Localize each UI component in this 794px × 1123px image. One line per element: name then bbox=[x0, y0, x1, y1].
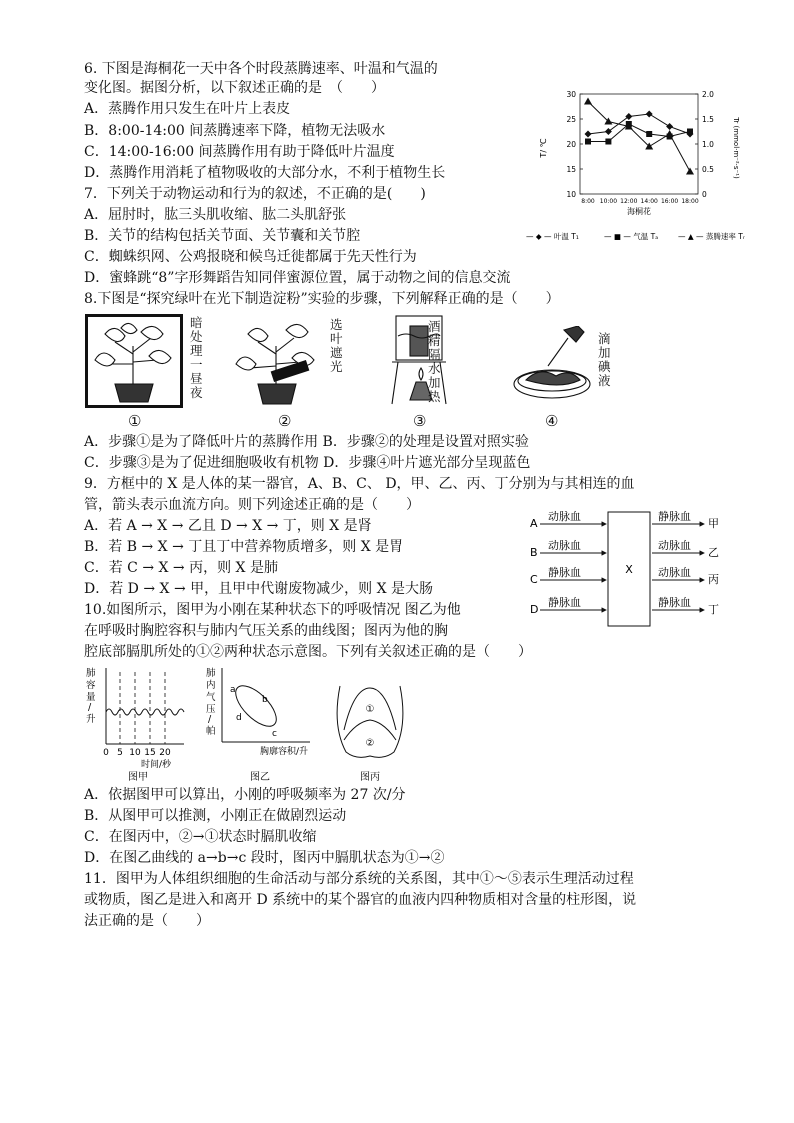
q9-option-c: C．若 C → X → 丙，则 X 是肺 bbox=[84, 560, 278, 576]
ytick-right-label: 0.5 bbox=[702, 165, 714, 174]
series-point-2 bbox=[686, 168, 694, 175]
in-letter-a: A bbox=[530, 517, 538, 530]
q7-option-a: A．屈肘时，肱三头肌收缩、肱二头肌舒张 bbox=[84, 207, 347, 223]
figb-ylabel-3: 压 bbox=[206, 704, 216, 715]
figa-ylabel-2: 量 bbox=[86, 692, 96, 703]
q6-option-d: D．蒸腾作用消耗了植物吸收的大部分水，不利于植物生长 bbox=[84, 165, 446, 181]
figa-xtick-2: 10 bbox=[129, 748, 141, 758]
ytick-right-label: 1.5 bbox=[702, 115, 714, 124]
series-point-1 bbox=[646, 131, 652, 137]
q6-option-b: B．8:00-14:00 间蒸腾速率下降，植物无法吸水 bbox=[84, 123, 386, 139]
figa-xtick-4: 20 bbox=[159, 748, 171, 758]
step1-label: 暗 处 理 一 昼 夜 bbox=[190, 315, 203, 400]
out-letter-ding: 丁 bbox=[708, 603, 719, 616]
series-line-2 bbox=[588, 102, 690, 172]
chart-ylabel-right: Tr (mmol·m⁻²·s⁻¹) bbox=[732, 117, 740, 179]
in-vessel-d: 静脉血 bbox=[548, 596, 581, 609]
step1-dark-plant-figure bbox=[85, 314, 183, 408]
chart-ylabel-left: T/ ℃ bbox=[539, 138, 548, 158]
out-vessel-ding: 静脉血 bbox=[658, 596, 691, 609]
figb-point-d: d bbox=[236, 713, 242, 723]
series-point-0 bbox=[585, 131, 592, 138]
figa-xtick-1: 5 bbox=[117, 748, 123, 758]
figa-xtick-3: 15 bbox=[144, 748, 156, 758]
q10-option-a: A．依据图甲可以算出，小刚的呼吸频率为 27 次/分 bbox=[84, 787, 406, 803]
q10-fig-jia bbox=[84, 664, 194, 782]
step2-label: 选 叶 遮 光 bbox=[330, 317, 343, 374]
series-point-0 bbox=[646, 111, 653, 118]
series-point-0 bbox=[605, 128, 612, 135]
chart-legend-0: — ◆ — 叶温 T₁ bbox=[526, 232, 579, 241]
in-vessel-a: 动脉血 bbox=[548, 510, 581, 523]
figa-ylabel-3: / bbox=[88, 702, 92, 713]
figa-ylabel-4: 升 bbox=[86, 714, 96, 725]
q9-organ-diagram bbox=[526, 506, 726, 630]
figb-ylabel-0: 肺 bbox=[206, 668, 216, 679]
figb-point-c: c bbox=[272, 729, 277, 739]
q10-fig-bing bbox=[334, 682, 406, 782]
series-point-2 bbox=[584, 98, 592, 105]
q9-stem-line1: 9．方框中的 X 是人体的某一器官，A、B、C、 D，甲、乙、丙、丁分别为与其相连的血 bbox=[84, 476, 635, 492]
q7-stem: 7．下列关于动物运动和行为的叙述，不正确的是( ) bbox=[84, 186, 426, 202]
chart-xlabel: 海桐花 bbox=[627, 207, 651, 216]
in-letter-b: B bbox=[530, 546, 538, 559]
q10-option-b: B．从图甲可以推测，小刚正在做剧烈运动 bbox=[84, 808, 347, 824]
figb-xlabel: 胸廓容积/升 bbox=[259, 747, 309, 757]
q6-option-a: A．蒸腾作用只发生在叶片上表皮 bbox=[84, 101, 291, 117]
q6-chart bbox=[520, 86, 770, 248]
q11-stem-line2: 或物质，图乙是进入和离开 D 系统中的某个器官的血液内四种物质相对含量的柱形图，说 bbox=[84, 892, 637, 908]
q8-stem: 8.下图是“探究绿叶在光下制造淀粉”实验的步骤，下列解释正确的是（ ） bbox=[84, 291, 560, 307]
q10-stem-line2: 在呼吸时胸腔容积与肺内气压关系的曲线图；图丙为他的胸 bbox=[84, 623, 448, 639]
q9-option-d: D．若 D → X → 甲，且甲中代谢废物减少，则 X 是大肠 bbox=[84, 581, 433, 597]
ytick-right-label: 0 bbox=[702, 190, 707, 199]
xtick-label: 12:00 bbox=[620, 198, 638, 205]
q10-stem-line3: 腔底部膈肌所处的①②两种状态示意图。下列有关叙述正确的是（ ） bbox=[84, 644, 532, 660]
q9-option-a: A．若 A → X → 乙且 D → X → 丁，则 X 是肾 bbox=[84, 518, 372, 534]
figc-caption: 图丙 bbox=[360, 772, 380, 782]
figc-mark-2: ② bbox=[365, 738, 375, 749]
in-letter-c: C bbox=[530, 573, 538, 586]
out-vessel-jia: 静脉血 bbox=[658, 510, 691, 523]
series-line-1 bbox=[588, 124, 690, 142]
figc-mark-1: ① bbox=[365, 704, 375, 715]
ytick-left-label: 15 bbox=[566, 165, 576, 174]
step4-number: ④ bbox=[545, 412, 559, 430]
out-letter-bing: 丙 bbox=[708, 573, 719, 586]
series-point-1 bbox=[585, 139, 591, 145]
q6-stem-line1: 6. 下图是海桐花一天中各个时段蒸腾速率、叶温和气温的 bbox=[84, 61, 438, 77]
in-vessel-b: 动脉血 bbox=[548, 539, 581, 552]
figa-xtick-0: 0 bbox=[103, 748, 109, 758]
out-letter-yi: 乙 bbox=[708, 546, 719, 559]
step2-number: ② bbox=[278, 412, 292, 430]
figa-xlabel: 时间/秒 bbox=[140, 760, 172, 770]
q6-option-c: C．14:00-16:00 间蒸腾作用有助于降低叶片温度 bbox=[84, 144, 395, 160]
q9-stem-line2: 管，箭头表示血流方向。则下列途述正确的是（ ） bbox=[84, 497, 420, 513]
figa-ylabel-1: 容 bbox=[86, 680, 96, 691]
q10-option-d: D．在图乙曲线的 a→b→c 段时，图丙中膈肌状态为①→② bbox=[84, 850, 445, 866]
xtick-label: 8:00 bbox=[581, 198, 595, 205]
q9-option-b: B．若 B → X → 丁且丁中营养物质增多，则 X 是胃 bbox=[84, 539, 404, 555]
figb-ylabel-4: / bbox=[208, 714, 212, 725]
series-point-0 bbox=[666, 123, 673, 130]
q10-option-c: C．在图丙中，②→①状态时膈肌收缩 bbox=[84, 829, 317, 845]
in-vessel-c: 静脉血 bbox=[548, 566, 581, 579]
xtick-label: 14:00 bbox=[640, 198, 658, 205]
out-vessel-bing: 动脉血 bbox=[658, 566, 691, 579]
figb-ylabel-1: 内 bbox=[206, 680, 216, 691]
step1-number: ① bbox=[128, 412, 142, 430]
xtick-label: 18:00 bbox=[681, 198, 699, 205]
figa-ylabel-0: 肺 bbox=[86, 668, 96, 679]
figb-point-a: a bbox=[230, 685, 236, 695]
figb-point-b: b bbox=[262, 695, 268, 705]
figa-caption: 图甲 bbox=[128, 772, 148, 782]
q7-option-b: B．关节的结构包括关节面、关节囊和关节腔 bbox=[84, 228, 361, 244]
ytick-right-label: 2.0 bbox=[702, 90, 714, 99]
series-point-1 bbox=[605, 139, 611, 145]
xtick-label: 10:00 bbox=[599, 198, 618, 205]
ytick-left-label: 10 bbox=[566, 190, 576, 199]
figb-caption: 图乙 bbox=[250, 772, 270, 782]
out-letter-jia: 甲 bbox=[708, 517, 719, 530]
chart-legend-1: — ■ — 气温 Tₐ bbox=[604, 232, 659, 241]
series-point-1 bbox=[687, 129, 693, 135]
q6-stem-line2: 变化图。据图分析，以下叙述正确的是 （ ） bbox=[84, 80, 385, 96]
q8-options-cd: C．步骤③是为了促进细胞吸收有机物 D．步骤④叶片遮光部分呈现蓝色 bbox=[84, 455, 531, 471]
series-point-0 bbox=[625, 113, 632, 120]
step2-cover-leaf-figure bbox=[232, 318, 324, 410]
ytick-left-label: 20 bbox=[566, 140, 576, 149]
q10-fig-yi bbox=[204, 664, 322, 782]
step3-water-bath-figure bbox=[386, 312, 458, 410]
organ-x: X bbox=[625, 563, 633, 576]
q7-option-c: C．蜘蛛织网、公鸡报晓和候鸟迁徙都属于先天性行为 bbox=[84, 249, 417, 265]
ytick-right-label: 1.0 bbox=[702, 140, 714, 149]
q7-option-d: D．蜜蜂跳“8”字形舞蹈告知同伴蜜源位置，属于动物之间的信息交流 bbox=[84, 270, 511, 286]
step3-label: 酒 精 隔 水 加 热 bbox=[428, 319, 441, 404]
q10-stem-line1: 10.如图所示，图甲为小刚在某种状态下的呼吸情况 图乙为他 bbox=[84, 602, 461, 618]
q11-stem-line1: 11．图甲为人体组织细胞的生命活动与部分系统的关系图，其中①～⑤表示生理活动过程 bbox=[84, 871, 634, 887]
ytick-left-label: 30 bbox=[566, 90, 576, 99]
ytick-left-label: 25 bbox=[566, 115, 576, 124]
out-vessel-yi: 动脉血 bbox=[658, 539, 691, 552]
step3-number: ③ bbox=[413, 412, 427, 430]
figb-ylabel-2: 气 bbox=[206, 692, 216, 703]
q8-options-ab: A．步骤①是为了降低叶片的蒸腾作用 B．步骤②的处理是设置对照实验 bbox=[84, 434, 529, 450]
chart-legend-2: — ▲ — 蒸腾速率 Tᵣ bbox=[678, 232, 745, 241]
step4-label: 滴 加 碘 液 bbox=[598, 331, 611, 388]
xtick-label: 16:00 bbox=[660, 198, 679, 205]
q11-stem-line3: 法正确的是（ ） bbox=[84, 913, 210, 929]
in-letter-d: D bbox=[530, 603, 539, 616]
figb-ylabel-5: 帕 bbox=[206, 726, 216, 737]
step4-iodine-figure bbox=[508, 326, 598, 408]
